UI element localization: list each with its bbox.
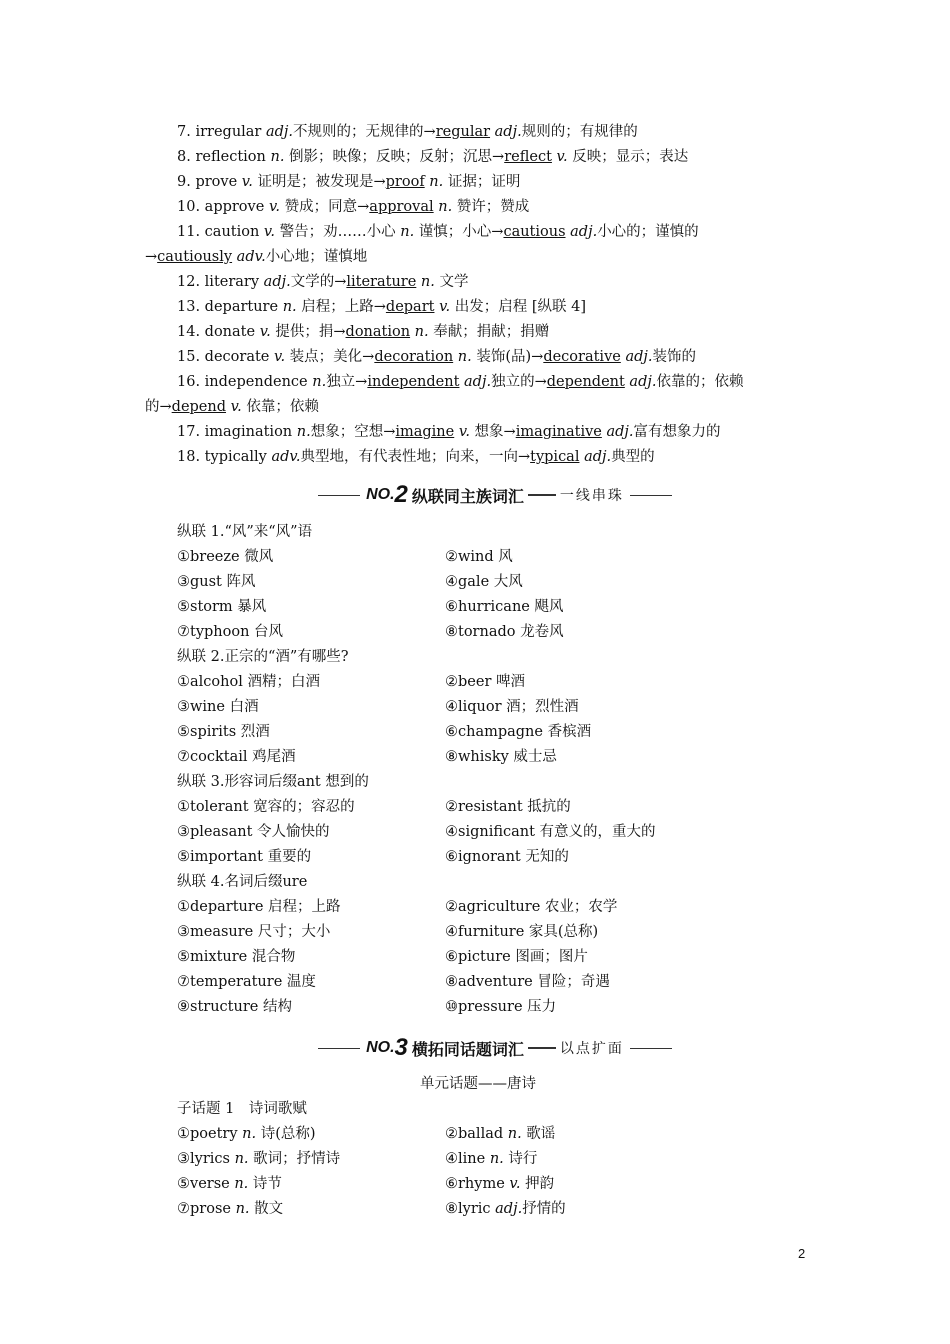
word-item: ⑦prose n. 散文 <box>177 1201 284 1217</box>
vocab-line-16: 16. independence n.独立→independent adj.独立的→dependent adj.依靠的；依赖 <box>177 374 744 390</box>
vocab-line-7: 7. irregular adj.不规则的；无规律的→regular adj.规则的；有规律的 <box>177 124 638 140</box>
word-item: ⑤verse n. 诗节 <box>177 1176 282 1192</box>
group-title: 纵联 1.“风”来“风”语 <box>177 524 313 540</box>
divider <box>318 495 360 496</box>
page-number: 2 <box>798 1246 806 1261</box>
group-title: 纵联 3.形容词后缀ant 想到的 <box>177 774 369 790</box>
vocab-line-10: 10. approve v. 赞成；同意→approval n. 赞许；赞成 <box>177 199 530 215</box>
vocab-line-17: 17. imagination n.想象；空想→imagine v. 想象→imaginative adj.富有想象力的 <box>177 424 721 440</box>
word-item: ⑥hurricane 飓风 <box>445 599 564 615</box>
vocab-line-9: 9. prove v. 证明是；被发现是→proof n. 证据；证明 <box>177 174 521 190</box>
word-item: ⑧lyric adj.抒情的 <box>445 1201 566 1217</box>
word-item: ①breeze 微风 <box>177 549 274 565</box>
word-item: ⑦temperature 温度 <box>177 974 316 990</box>
divider <box>528 494 556 496</box>
word-item: ④gale 大风 <box>445 574 523 590</box>
word-item: ①alcohol 酒精；白酒 <box>177 674 320 690</box>
word-item: ②agriculture 农业；农学 <box>445 899 618 915</box>
word-item: ③gust 阵风 <box>177 574 256 590</box>
section-2-heading <box>300 482 690 508</box>
section-title: 横拓同话题词汇 <box>411 1039 524 1059</box>
word-item: ④furniture 家具(总称) <box>445 924 599 940</box>
vocab-line-18: 18. typically adv.典型地，有代表性地；向来，一向→typical adj.典型的 <box>177 449 655 465</box>
section-no-label: NO. <box>366 1039 395 1056</box>
word-item: ①departure 启程；上路 <box>177 899 341 915</box>
section-no-label: NO. <box>366 486 395 503</box>
divider <box>318 1048 360 1049</box>
word-item: ⑨structure 结构 <box>177 999 292 1015</box>
word-item: ⑥rhyme v. 押韵 <box>445 1176 555 1192</box>
word-item: ①tolerant 宽容的；容忍的 <box>177 799 355 815</box>
divider <box>528 1047 556 1049</box>
section-3-heading <box>300 1035 690 1061</box>
divider <box>630 495 672 496</box>
word-item: ①poetry n. 诗(总称) <box>177 1126 316 1142</box>
vocab-line-12: 12. literary adj.文学的→literature n. 文学 <box>177 274 469 290</box>
group-title: 纵联 4.名词后缀ure <box>177 874 308 890</box>
vocab-line-11-cont: →cautiously adv.小心地；谨慎地 <box>145 249 368 265</box>
word-item: ②ballad n. 歌谣 <box>445 1126 556 1142</box>
word-item: ⑧adventure 冒险；奇遇 <box>445 974 610 990</box>
unit-topic: 单元话题——唐诗 <box>420 1076 536 1092</box>
word-item: ⑤important 重要的 <box>177 849 312 865</box>
vocab-line-13: 13. departure n. 启程；上路→depart v. 出发；启程 [纵联 4] <box>177 299 587 315</box>
section-subtitle: 以点扩面 <box>559 1041 624 1057</box>
word-item: ④liquor 酒；烈性酒 <box>445 699 579 715</box>
divider <box>630 1048 672 1049</box>
word-item: ⑥ignorant 无知的 <box>445 849 569 865</box>
word-item: ④significant 有意义的，重大的 <box>445 824 656 840</box>
section-number: 2 <box>394 481 408 508</box>
vocab-line-11: 11. caution v. 警告；劝……小心 n. 谨慎；小心→cautious adj.小心的；谨慎的 <box>177 224 699 240</box>
subtopic-title: 子话题 1 诗词歌赋 <box>177 1101 307 1117</box>
word-item: ⑧tornado 龙卷风 <box>445 624 564 640</box>
word-item: ②resistant 抵抗的 <box>445 799 571 815</box>
word-item: ⑥picture 图画；图片 <box>445 949 588 965</box>
word-item: ③pleasant 令人愉快的 <box>177 824 330 840</box>
word-item: ⑦cocktail 鸡尾酒 <box>177 749 296 765</box>
word-item: ⑤storm 暴风 <box>177 599 267 615</box>
word-item: ⑤spirits 烈酒 <box>177 724 270 740</box>
section-title: 纵联同主族词汇 <box>411 486 524 506</box>
word-item: ②beer 啤酒 <box>445 674 525 690</box>
word-item: ③lyrics n. 歌词；抒情诗 <box>177 1151 341 1167</box>
vocab-line-14: 14. donate v. 提供；捐→donation n. 奉献；捐献；捐赠 <box>177 324 550 340</box>
word-item: ⑥champagne 香槟酒 <box>445 724 592 740</box>
group-title: 纵联 2.正宗的“酒”有哪些? <box>177 649 349 665</box>
word-item: ⑤mixture 混合物 <box>177 949 296 965</box>
vocab-line-15: 15. decorate v. 装点；美化→decoration n. 装饰(品)→decorative adj.装饰的 <box>177 349 696 365</box>
section-number: 3 <box>394 1034 408 1061</box>
word-item: ⑦typhoon 台风 <box>177 624 284 640</box>
section-subtitle: 一线串珠 <box>559 488 624 504</box>
word-item: ⑩pressure 压力 <box>445 999 557 1015</box>
word-item: ③wine 白酒 <box>177 699 259 715</box>
word-item: ④line n. 诗行 <box>445 1151 538 1167</box>
vocab-line-16-cont: 的→depend v. 依靠；依赖 <box>145 399 319 415</box>
word-item: ③measure 尺寸；大小 <box>177 924 331 940</box>
vocab-line-8: 8. reflection n. 倒影；映像；反映；反射；沉思→reflect v. 反映；显示；表达 <box>177 149 689 165</box>
word-item: ②wind 风 <box>445 549 513 565</box>
word-item: ⑧whisky 威士忌 <box>445 749 557 765</box>
